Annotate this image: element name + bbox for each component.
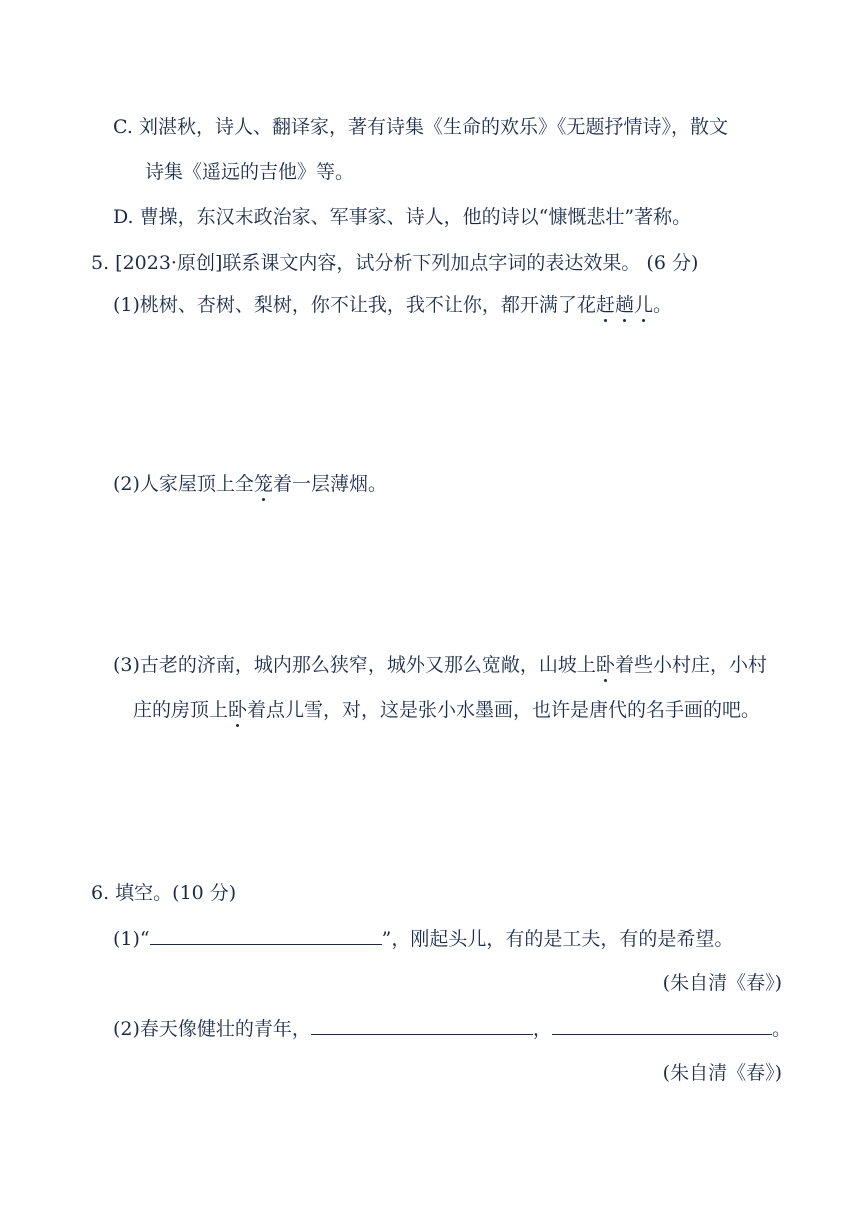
emphasis-char: 赶 — [595, 294, 615, 316]
comma: ， — [532, 1018, 552, 1040]
question-6-stem: 6. 填空。(10 分) — [91, 882, 237, 904]
option-c-line1: C. 刘湛秋，诗人、翻译家，著有诗集《生命的欢乐》《无题抒情诗》，散文 — [113, 116, 728, 138]
item-2-end: 着一层薄烟。 — [272, 473, 387, 495]
question-5-item-3-line2 — [133, 698, 760, 722]
quote-open: (1)“ — [113, 928, 150, 950]
answer-blank[interactable] — [311, 1016, 533, 1035]
question-5-item-3-line1 — [113, 653, 767, 677]
emphasis-char: 笼 — [253, 473, 273, 495]
item-2-text: (2)春天像健壮的青年， — [113, 1018, 311, 1040]
question-5-item-2 — [113, 472, 387, 496]
item-1-text: ”，刚起头儿，有的是工夫，有的是希望。 — [381, 928, 734, 950]
source-citation: (朱自清《春》) — [662, 1062, 782, 1084]
answer-blank[interactable] — [552, 1016, 772, 1035]
question-5-item-1 — [113, 293, 672, 317]
item-2-text: (2)人家屋顶上全 — [113, 473, 254, 495]
period: 。 — [771, 1018, 791, 1040]
item-3-text: (3)古老的济南，城内那么狭窄，城外又那么宽敞，山坡上 — [113, 654, 596, 676]
emphasis-char: 卧 — [595, 654, 615, 676]
emphasis-char: 儿 — [633, 294, 653, 316]
source-citation: (朱自清《春》) — [662, 972, 782, 994]
answer-blank[interactable] — [150, 926, 382, 945]
question-6-item-2 — [113, 1016, 791, 1041]
item-1-end: 。 — [652, 294, 672, 316]
item-3-text: 庄的房顶上 — [133, 699, 229, 721]
item-3-text-end: 着点儿雪，对，这是张小水墨画，也许是唐代的名手画的吧。 — [247, 699, 761, 721]
option-c-line2: 诗集《遥远的吉他》等。 — [145, 161, 355, 183]
emphasis-char: 卧 — [228, 699, 248, 721]
question-6-item-1 — [113, 926, 733, 951]
item-3-text-end: 着些小村庄，小村 — [614, 654, 767, 676]
question-5-stem: 5. [2023·原创]联系课文内容，试分析下列加点字词的表达效果。 (6 分) — [91, 252, 699, 274]
option-d: D. 曹操，东汉末政治家、军事家、诗人，他的诗以“慷慨悲壮”著称。 — [113, 206, 692, 228]
item-1-text: (1)桃树、杏树、梨树，你不让我，我不让你，都开满了花 — [113, 294, 596, 316]
emphasis-char: 趟 — [614, 294, 634, 316]
